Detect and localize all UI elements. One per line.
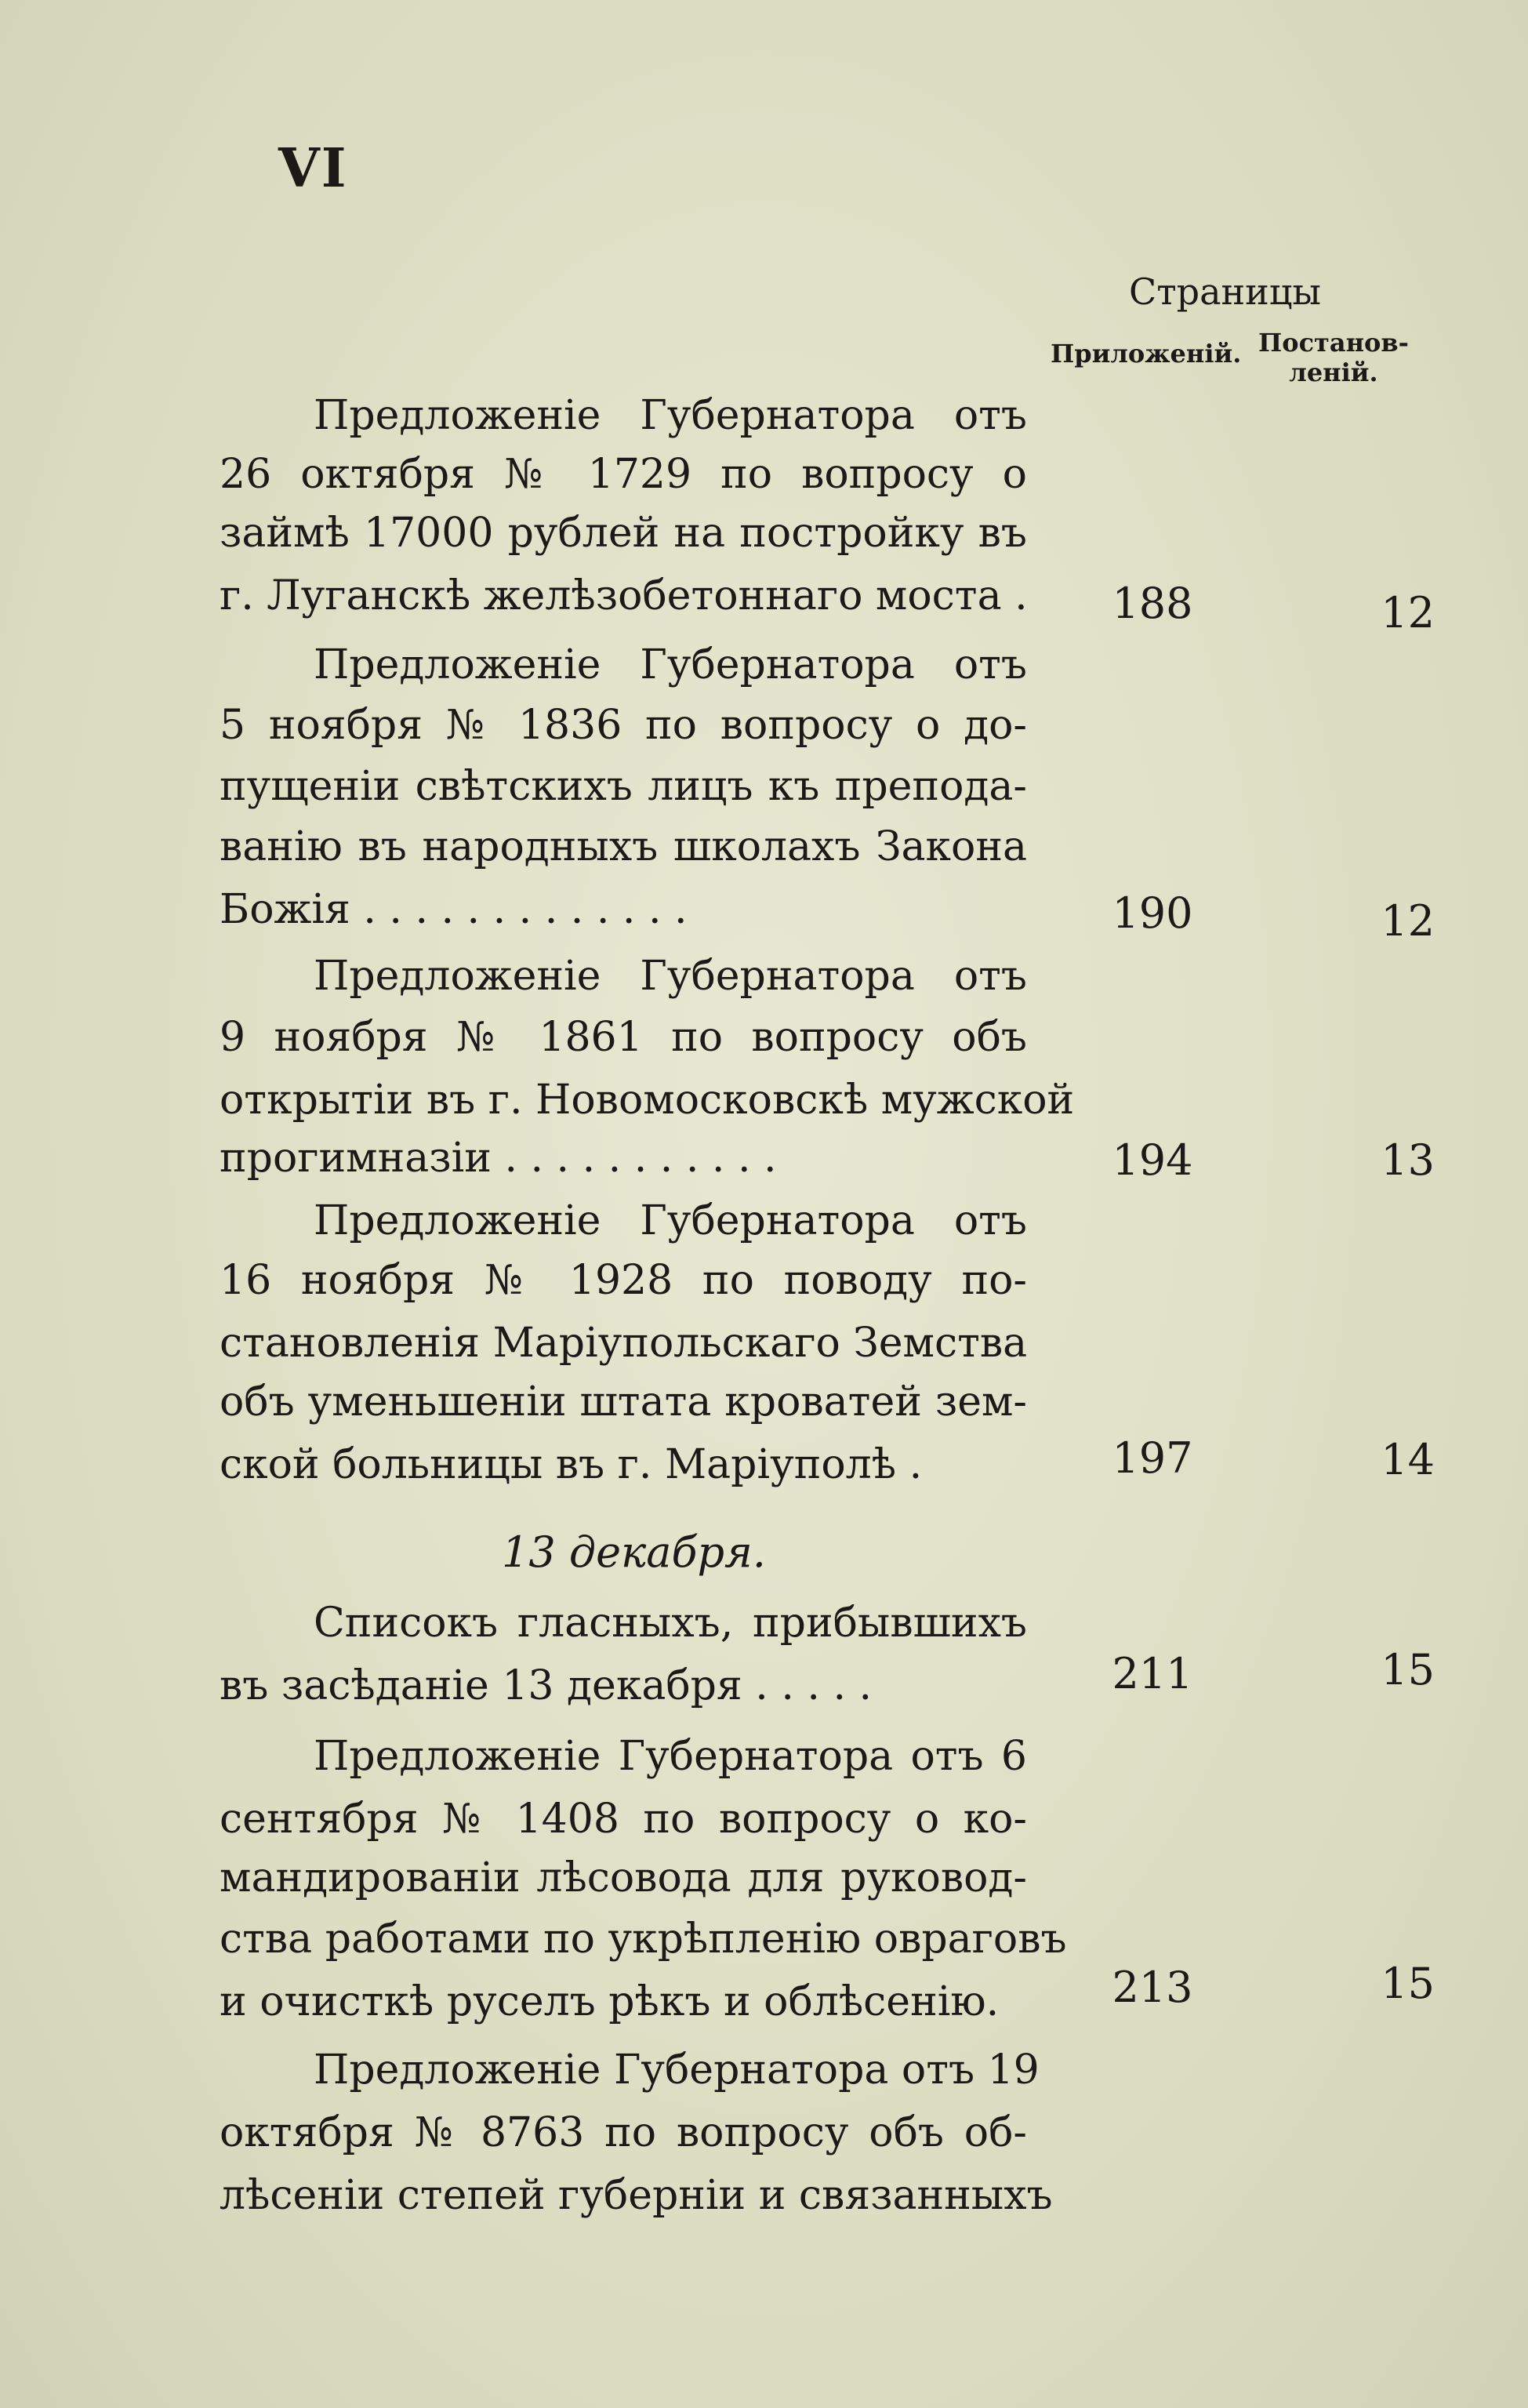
entry-line: прогимназіи . . . . . . . . . . . <box>220 1135 777 1182</box>
column-header-resolutions <box>1258 328 1409 387</box>
resolution-page-number: 14 <box>1381 1435 1435 1484</box>
page-number: VI <box>278 137 348 200</box>
resolution-page-number: 15 <box>1381 1645 1435 1694</box>
entry-line: ванію въ народныхъ школахъ Закона <box>220 823 1027 870</box>
entry-line: октября № 8763 по вопросу объ об- <box>220 2109 1027 2156</box>
entry-line: сентября № 1408 по вопросу о ко- <box>220 1796 1027 1843</box>
resolution-page-number: 13 <box>1381 1135 1435 1185</box>
entry-line: въ засѣданіе 13 декабря . . . . . <box>220 1662 873 1709</box>
entry-line: открытіи въ г. Новомосковскѣ мужской <box>220 1077 1075 1124</box>
entry-line: ской больницы въ г. Маріуполѣ . <box>220 1441 923 1488</box>
entry-line: пущеніи свѣтскихъ лицъ къ препода- <box>220 763 1027 810</box>
appendix-page-number: 194 <box>1112 1135 1193 1185</box>
entry-line: объ уменьшеніи штата кроватей зем- <box>220 1378 1027 1426</box>
resolution-page-number: 12 <box>1381 896 1435 946</box>
column-header-resolutions-line2: леній. <box>1289 358 1378 387</box>
column-header-appendices: Приложеній. <box>1051 339 1242 369</box>
entry-line: Списокъ гласныхъ, прибывшихъ <box>314 1600 1027 1647</box>
column-header-resolutions-line1: Постанов- <box>1258 328 1409 358</box>
entry-line: мандированіи лѣсовода для руковод- <box>220 1854 1027 1901</box>
entry-line: Предложеніе Губернатора отъ <box>314 1197 1027 1244</box>
entry-line: становленія Маріупольскаго Земства <box>220 1320 1028 1367</box>
appendix-page-number: 190 <box>1112 888 1193 938</box>
column-header-pages: Страницы <box>1129 271 1322 313</box>
appendix-page-number: 188 <box>1112 579 1193 628</box>
resolution-page-number: 15 <box>1381 1959 1435 2008</box>
appendix-page-number: 197 <box>1112 1433 1193 1483</box>
appendix-page-number: 211 <box>1112 1649 1193 1698</box>
entry-line: ства работами по укрѣпленію овраговъ <box>220 1916 1067 1963</box>
entry-line: 26 октября № 1729 по вопросу о <box>220 451 1027 498</box>
appendix-page-number: 213 <box>1112 1963 1193 2012</box>
entry-line: Предложеніе Губернатора отъ 6 <box>314 1733 1027 1780</box>
entry-line: и очисткѣ руселъ рѣкъ и облѣсенію. <box>220 1978 1000 2025</box>
entry-line: лѣсеніи степей губерніи и связанныхъ <box>220 2172 1053 2219</box>
resolution-page-number: 12 <box>1381 588 1435 637</box>
entry-line: Предложеніе Губернатора отъ <box>314 392 1027 439</box>
section-date-heading: 13 декабря. <box>502 1527 766 1577</box>
entry-line: Божія . . . . . . . . . . . . . <box>220 886 688 933</box>
entry-line: займѣ 17000 рублей на постройку въ <box>220 510 1027 557</box>
entry-line: Предложеніе Губернатора отъ <box>314 953 1027 1000</box>
entry-line: г. Луганскѣ желѣзобетоннаго моста . <box>220 572 1028 619</box>
entry-line: 5 ноября № 1836 по вопросу о до- <box>220 702 1027 749</box>
entry-line: 9 ноября № 1861 по вопросу объ <box>220 1014 1027 1061</box>
entry-line: Предложеніе Губернатора отъ <box>314 641 1027 688</box>
entry-line: 16 ноября № 1928 по поводу по- <box>220 1257 1027 1304</box>
entry-line: Предложеніе Губернатора отъ 19 <box>314 2047 1040 2094</box>
